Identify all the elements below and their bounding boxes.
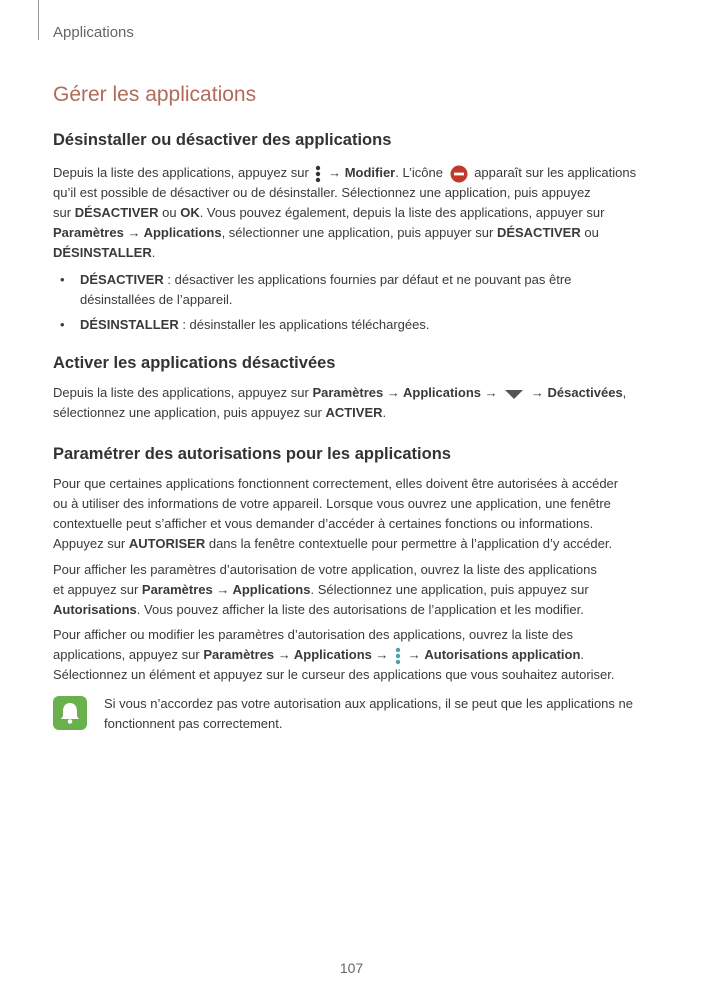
line <box>53 383 643 403</box>
line <box>53 600 643 620</box>
header-rule <box>38 0 39 40</box>
line <box>53 403 643 423</box>
text: . <box>580 647 585 662</box>
text: DÉSACTIVER <box>74 205 159 220</box>
text: DÉSACTIVER <box>496 225 581 240</box>
page-title: Gérer les applications <box>53 83 257 106</box>
line <box>53 203 643 223</box>
line: Pour que certaines applications fonctionnent correctement, elles doivent être autorisées à accéder <box>53 476 619 491</box>
section-heading-activate: Activer les applications désactivées <box>53 354 336 372</box>
text: et appuyez sur <box>53 582 139 597</box>
text: DÉSINSTALLER <box>53 245 152 260</box>
line: Si vous n’accordez pas votre autorisation aux applications, il se peut que les applications ne <box>104 696 633 711</box>
line: Pour afficher ou modifier les paramètres d’autorisation des applications, ouvrez la liste des <box>53 627 574 642</box>
bullet-dot: • <box>60 272 65 287</box>
text: sur <box>53 205 72 220</box>
line <box>53 534 643 554</box>
line <box>53 580 643 600</box>
line <box>53 243 643 263</box>
dropdown-triangle-icon <box>504 388 524 400</box>
text: AUTORISER <box>128 536 206 551</box>
text: Paramètres → Applications → <box>203 647 389 662</box>
text: Appuyez sur <box>53 536 126 551</box>
text: Autorisations <box>53 602 137 617</box>
text: Paramètres → Applications <box>141 582 311 597</box>
line: qu’il est possible de désactiver ou de désinstaller. Sélectionnez une application, puis appuyez <box>53 185 591 200</box>
paragraph-permissions-1 <box>53 474 643 554</box>
line <box>80 315 640 335</box>
paragraph-permissions-2 <box>53 560 643 620</box>
remove-icon <box>450 165 468 183</box>
text: . <box>151 245 156 260</box>
text: ou <box>584 225 599 240</box>
text: Paramètres → Applications → <box>312 385 498 400</box>
text: OK <box>180 205 200 220</box>
text: Depuis la liste des applications, appuyez sur <box>53 385 309 400</box>
line: fonctionnent pas correctement. <box>104 716 283 731</box>
text: Paramètres → Applications <box>53 225 222 240</box>
paragraph-uninstall <box>53 163 643 263</box>
text: DÉSACTIVER <box>80 272 164 287</box>
text: dans la fenêtre contextuelle pour permettre à l’application d’y accéder. <box>208 536 613 551</box>
text: sélectionnez une application, puis appuyez sur <box>53 405 322 420</box>
text: . L’icône <box>395 165 443 180</box>
line: Pour afficher les paramètres d’autorisation de votre application, ouvrez la liste des applications <box>53 562 597 577</box>
section-heading-permissions: Paramétrer des autorisations pour les applications <box>53 445 451 463</box>
header-section: Applications <box>53 24 134 41</box>
page-number: 107 <box>339 960 364 976</box>
line <box>53 223 643 243</box>
text: → <box>530 385 544 400</box>
section-heading-uninstall: Désinstaller ou désactiver des applications <box>53 131 392 149</box>
text: , <box>622 385 627 400</box>
paragraph-permissions-3 <box>53 625 643 685</box>
line: contextuelle peut s’afficher et vous demander d’accéder à certaines fonctions ou informations. <box>53 516 594 531</box>
text: Autorisations application <box>424 647 581 662</box>
text: . Vous pouvez également, depuis la liste des applications, appuyer sur <box>199 205 605 220</box>
note-text <box>104 694 649 734</box>
bell-icon <box>53 696 87 730</box>
line <box>53 163 643 183</box>
text: : désinstaller les applications téléchargées. <box>178 317 430 332</box>
text: . Vous pouvez afficher la liste des autorisations de l’application et les modifier. <box>136 602 584 617</box>
text: ou <box>162 205 177 220</box>
text: Désactivées <box>547 385 623 400</box>
text: Modifier <box>344 165 396 180</box>
line: désinstallées de l’appareil. <box>80 292 233 307</box>
line: Sélectionnez un élément et appuyez sur le curseur des applications que vous souhaitez autoriser. <box>53 667 615 682</box>
more-options-icon <box>315 165 321 183</box>
text: DÉSINSTALLER <box>80 317 179 332</box>
paragraph-activate <box>53 383 643 423</box>
bullet-text <box>80 270 640 310</box>
bullet-text <box>80 315 640 335</box>
text: → <box>407 647 421 662</box>
line <box>53 645 643 665</box>
more-options-icon <box>395 647 401 665</box>
text: applications, appuyez sur <box>53 647 200 662</box>
text: ACTIVER <box>325 405 383 420</box>
text: : désactiver les applications fournies par défaut et ne pouvant pas être <box>163 272 572 287</box>
line: ou à utiliser des informations de votre appareil. Lorsque vous ouvrez une application, une fenêtre <box>53 496 611 511</box>
text: Depuis la liste des applications, appuyez sur <box>53 165 309 180</box>
text: . <box>382 405 387 420</box>
text: . Sélectionnez une application, puis appuyez sur <box>310 582 589 597</box>
line <box>80 270 640 290</box>
text: apparaît sur les applications <box>474 165 637 180</box>
text: → <box>328 165 342 180</box>
bullet-dot: • <box>60 317 65 332</box>
text: , sélectionner une application, puis appuyer sur <box>221 225 494 240</box>
